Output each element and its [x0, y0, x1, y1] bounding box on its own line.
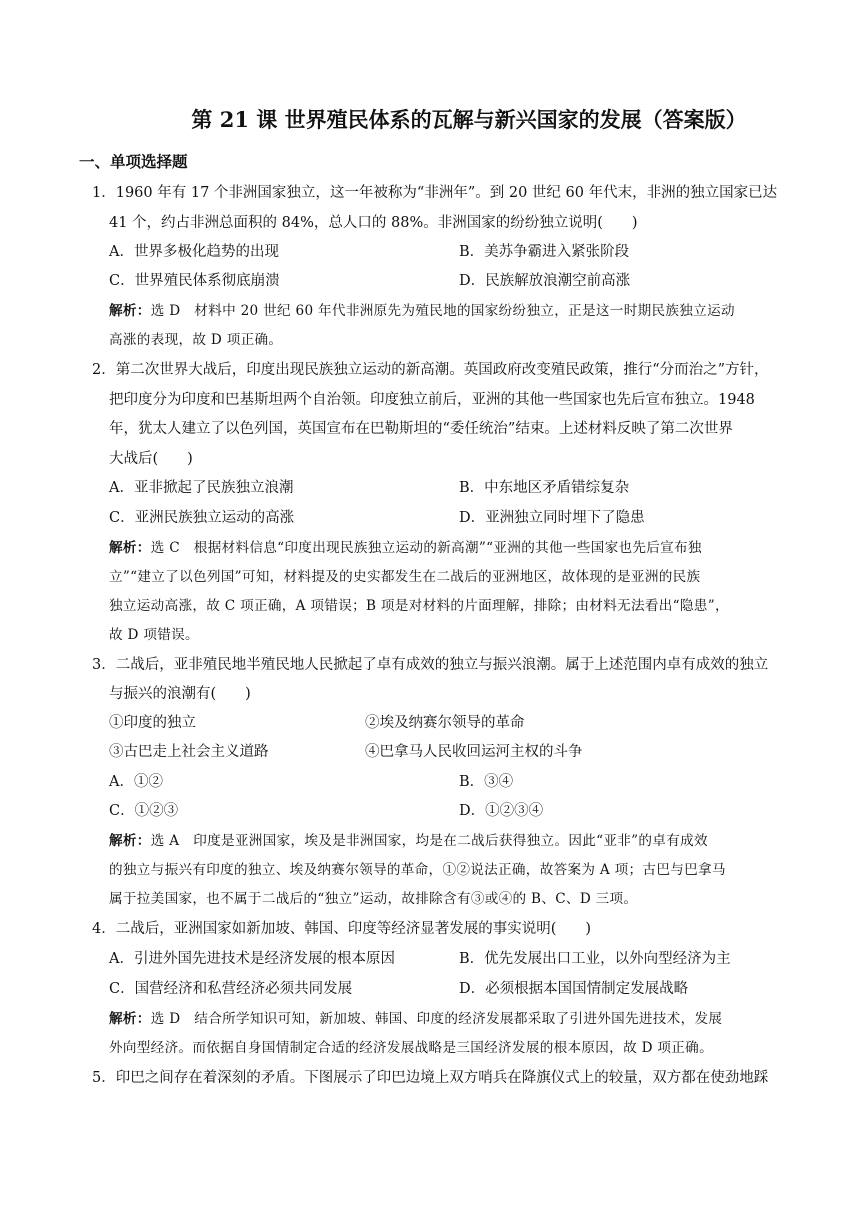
analysis-label: 解析： [109, 1011, 151, 1027]
analysis-text: 选 D 材料中 20 世纪 60 年代非洲原先为殖民地的国家纷纷独立，正是这一时期民族独立运动 [150, 303, 735, 319]
question-3-stem-line-1: 3．二战后，亚非殖民地半殖民地人民掀起了卓有成效的独立与振兴浪潮。属于上述范围内卓有成效的独立 [92, 657, 769, 673]
question-1-option-a: A．世界多极化趋势的出现 [109, 244, 279, 260]
section-heading: 一、单项选择题 [79, 153, 188, 171]
question-2-stem-line-4: 大战后( ) [109, 451, 193, 467]
question-3-option-a: A．①② [109, 774, 163, 790]
question-2-analysis-line-3: 独立运动高涨，故 C 项正确，A 项错误；B 项是对材料的片面理解，排除；由材料无法看出“隐患”， [109, 598, 729, 614]
question-3-stem-line-2: 与振兴的浪潮有( ) [109, 686, 251, 702]
question-4-stem-line-1: 4．二战后，亚洲国家如新加坡、韩国、印度等经济显著发展的事实说明( ) [92, 921, 592, 937]
question-5-stem-line-1: 5．印巴之间存在着深刻的矛盾。下图展示了印巴边境上双方哨兵在降旗仪式上的较量，双方都在使劲地踩 [92, 1070, 769, 1086]
question-3-item-3: ③古巴走上社会主义道路 [109, 744, 269, 760]
question-4-option-b: B．优先发展出口工业，以外向型经济为主 [459, 951, 731, 967]
question-2-option-c: C．亚洲民族独立运动的高涨 [109, 510, 295, 526]
question-1-analysis-line-2: 高涨的表现，故 D 项正确。 [109, 332, 283, 348]
question-2-option-d: D．亚洲独立同时埋下了隐患 [459, 510, 645, 526]
analysis-text: 选 C 根据材料信息“印度出现民族独立运动的新高潮”“亚洲的其他一些国家也先后宣布独 [150, 540, 702, 556]
question-4-analysis-line-2: 外向型经济。而依据自身国情制定合适的经济发展战略是三国经济发展的根本原因，故 D 项正确。 [109, 1040, 713, 1056]
question-3-option-b: B．③④ [459, 774, 514, 790]
question-4-option-c: C．国营经济和私营经济必须共同发展 [109, 981, 353, 997]
question-4-analysis-line-1 [109, 1009, 722, 1029]
question-4-option-a: A．引进外国先进技术是经济发展的根本原因 [109, 951, 395, 967]
question-1-option-b: B．美苏争霸进入紧张阶段 [459, 244, 630, 260]
question-2-stem-line-2: 把印度分为印度和巴基斯坦两个自治领。印度独立前后，亚洲的其他一些国家也先后宣布独立。1948 [109, 392, 755, 408]
question-3-item-2: ②埃及纳赛尔领导的革命 [365, 715, 525, 731]
question-3-item-1: ①印度的独立 [109, 715, 196, 731]
question-4-option-d: D．必须根据本国国情制定发展战略 [459, 981, 689, 997]
question-3-option-d: D．①②③④ [459, 803, 544, 819]
question-2-option-b: B．中东地区矛盾错综复杂 [459, 480, 630, 496]
question-2-option-a: A．亚非掀起了民族独立浪潮 [109, 480, 294, 496]
question-3-item-4: ④巴拿马人民收回运河主权的斗争 [365, 744, 583, 760]
question-1-option-c: C．世界殖民体系彻底崩溃 [109, 273, 280, 289]
question-2-analysis-line-2: 立”“建立了以色列国”可知，材料提及的史实都发生在二战后的亚洲地区，故体现的是亚洲的民族 [109, 569, 701, 585]
question-3-analysis-line-1 [109, 831, 708, 851]
question-2-stem-line-1: 2．第二次世界大战后，印度出现民族独立运动的新高潮。英国政府改变殖民政策，推行“分而治之”方针， [92, 362, 769, 378]
analysis-label: 解析： [109, 540, 151, 556]
analysis-text: 选 D 结合所学知识可知，新加坡、韩国、印度的经济发展都采取了引进外国先进技术，发展 [150, 1011, 723, 1027]
question-3-option-c: C．①②③ [109, 803, 179, 819]
page-title: 第 21 课 世界殖民体系的瓦解与新兴国家的发展（答案版） [191, 107, 747, 132]
question-3-analysis-line-2: 的独立与振兴有印度的独立、埃及纳赛尔领导的革命，①②说法正确，故答案为 A 项；古巴与巴拿马 [109, 862, 726, 878]
question-1-option-d: D．民族解放浪潮空前高涨 [459, 273, 631, 289]
question-2-analysis-line-4: 故 D 项错误。 [109, 627, 199, 643]
analysis-text: 选 A 印度是亚洲国家，埃及是非洲国家，均是在二战后获得独立。因此“亚非”的卓有成效 [150, 833, 708, 849]
question-1-stem-line-2: 41 个，约占非洲总面积的 84%，总人口的 88%。非洲国家的纷纷独立说明( ) [109, 215, 638, 231]
question-2-analysis-line-1 [109, 538, 702, 558]
question-3-analysis-line-3: 属于拉美国家，也不属于二战后的“独立”运动，故排除含有③或④的 B、C、D 三项。 [109, 891, 638, 907]
question-1-stem-line-1: 1．1960 年有 17 个非洲国家独立，这一年被称为“非洲年”。到 20 世纪 60 年代末，非洲的独立国家已达 [92, 185, 778, 201]
question-2-stem-line-3: 年，犹太人建立了以色列国，英国宣布在巴勒斯坦的“委任统治”结束。上述材料反映了第二次世界 [109, 421, 733, 437]
analysis-label: 解析： [109, 833, 151, 849]
analysis-label: 解析： [109, 303, 151, 319]
question-1-analysis-line-1 [109, 301, 735, 321]
